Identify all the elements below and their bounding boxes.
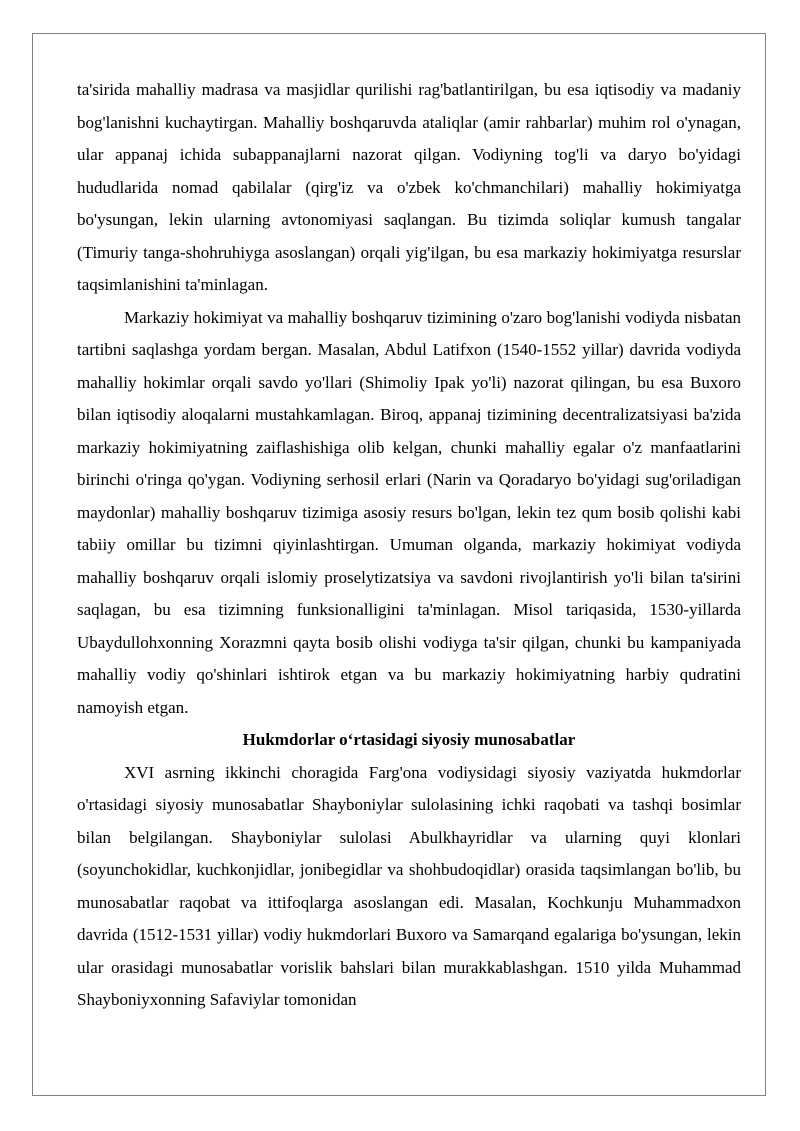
paragraph-central-local-governance: Markaziy hokimiyat va mahalliy boshqaruv tizimining o'zaro bog'lanishi vodiyda nisbatan tartibni saqlashga yordam bergan. Masalan, Abdul Latifxon (1540-1552 yillar) davrida vodiyda mahalliy hokimlar orqali savdo yo'llari (Shimoliy Ipak yo'li) nazorat qilingan, bu esa Buxoro bilan iqtisodiy aloqalarni mustahkamlagan. Biroq, appanaj tizimining decentralizatsiyasi ba'zida markaziy hokimiyatning zaiflashishiga olib kelgan, chunki mahalliy egalar o'z manfaatlarini birinchi o'ringa qo'ygan. Vodiyning serhosil erlari (Narin va Qoradaryo bo'yidagi sug'oriladigan maydonlar) mahalliy boshqaruv tizimiga asosiy resurs bo'lgan, lekin tez qum bosib qolishi kabi tabiiy omillar bu tizimni qiyinlashtirgan. Umuman olganda, markaziy hokimiyat vodiyda mahalliy boshqaruv orqali islomiy proselytizatsiya va savdoni rivojlantirish yo'li bilan ta'sirini saqlagan, bu esa tizimning funksionalligini ta'minlagan. Misol tariqasida, 1530-yillarda Ubaydullohxonning Xorazmni qayta bosib olishi vodiyga ta'sir qilgan, chunki bu kampaniyada mahalliy vodiy qo'shinlari ishtirok etgan va bu markaziy hokimiyatning harbiy qudratini namoyish etgan. [77,307,741,717]
section-heading: Hukmdorlar o‘rtasidagi siyosiy munosabatlar [242,730,576,749]
paragraph-continuation: ta'sirida mahalliy madrasa va masjidlar qurilishi rag'batlantirilgan, bu esa iqtisodiy va madaniy bog'lanishni kuchaytirgan. Mahalliy boshqaruvda ataliqlar (amir rahbarlar) muhim rol o'ynagan, ular appanaj ichida subappanajlarni nazorat qilgan. Vodiyning tog'li va daryo bo'yidagi hududlarida nomad qabilalar (qirg'iz va o'zbek ko'chmanchilari) mahalliy hokimiyatga bo'ysungan, lekin ularning avtonomiyasi saqlangan. Bu tizimda soliqlar kumush tangalar (Timuriy tanga-shohruhiyga asoslangan) orqali yig'ilgan, bu esa markaziy hokimiyatga resurslar taqsimlanishini ta'minlagan. [77,80,741,294]
document-body [77,74,741,1017]
paragraph-political-relations: XVI asrning ikkinchi choragida Farg'ona vodiysidagi siyosiy vaziyatda hukmdorlar o'rtasidagi siyosiy munosabatlar Shayboniylar sulolasining ichki raqobati va tashqi bosimlar bilan belgilangan. Shayboniylar sulolasi Abulkhayridlar va ularning quyi klonlari (soyunchokidlar, kuchkonjidlar, jonibegidlar va shohbudoqidlar) orasida taqsimlangan bo'lib, bu munosabatlar raqobat va ittifoqlarga asoslangan edi. Masalan, Kochkunju Muhammadxon davrida (1512-1531 yillar) vodiy hukmdorlari Buxoro va Samarqand egalariga bo'ysungan, lekin ular orasidagi munosabatlar vorislik bahslari bilan murakkablashgan. 1510 yilda Muhammad Shayboniyxonning Safaviylar tomonidan [77,762,741,1009]
